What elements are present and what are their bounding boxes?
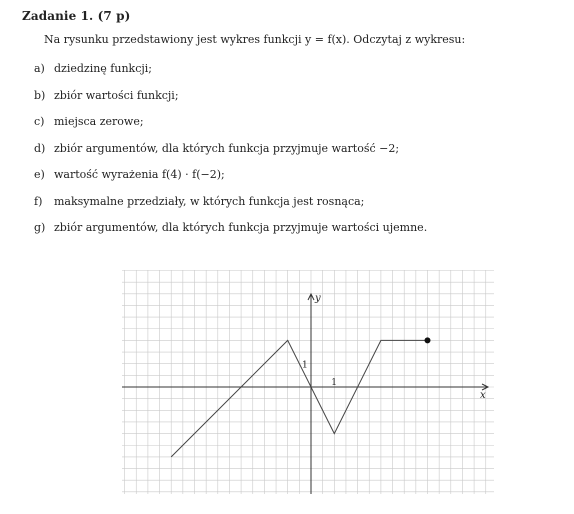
task-item-f [34,195,427,222]
task-label: c) [34,115,45,128]
task-title: Zadanie 1. (7 p) [22,9,131,23]
x-tick-label: 1 [331,378,338,388]
plot [171,337,430,457]
task-item-a [34,62,427,89]
task-text: wartość wyrażenia f(4) · f(−2); [54,168,225,181]
task-label: f) [34,194,43,208]
task-text: zbiór argumentów, dla których funkcja przyjmuje wartość −2; [54,141,400,155]
function-graph [122,270,494,498]
task-label: d) [34,141,46,155]
task-text: zbiór argumentów, dla których funkcja przyjmuje wartości ujemne. [54,221,428,234]
task-item-b [34,89,427,116]
y-axis-label: y [315,293,321,304]
y-tick-label: 1 [302,360,308,371]
task-text: maksymalne przedziały, w których funkcja jest rosnąca; [54,194,365,208]
task-item-e [34,168,427,195]
task-label: b) [34,88,46,102]
task-item-d [34,142,427,169]
task-item-g [34,221,427,248]
task-item-c [34,115,427,142]
task-text: miejsca zerowe; [54,115,144,128]
task-intro: Na rysunku przedstawiony jest wykres funkcji y = f(x). Odczytaj z wykresu: [44,33,466,46]
task-text: dziedzinę funkcji; [54,62,153,75]
task-label: e) [34,168,45,181]
task-label: g) [34,221,46,234]
task-label: a) [34,62,45,75]
x-axis-label: x [480,390,486,401]
closed-endpoint [425,337,431,343]
axes [122,293,488,494]
task-text: zbiór wartości funkcji; [54,88,179,102]
function-graph-svg [122,270,494,494]
task-list [34,62,427,248]
